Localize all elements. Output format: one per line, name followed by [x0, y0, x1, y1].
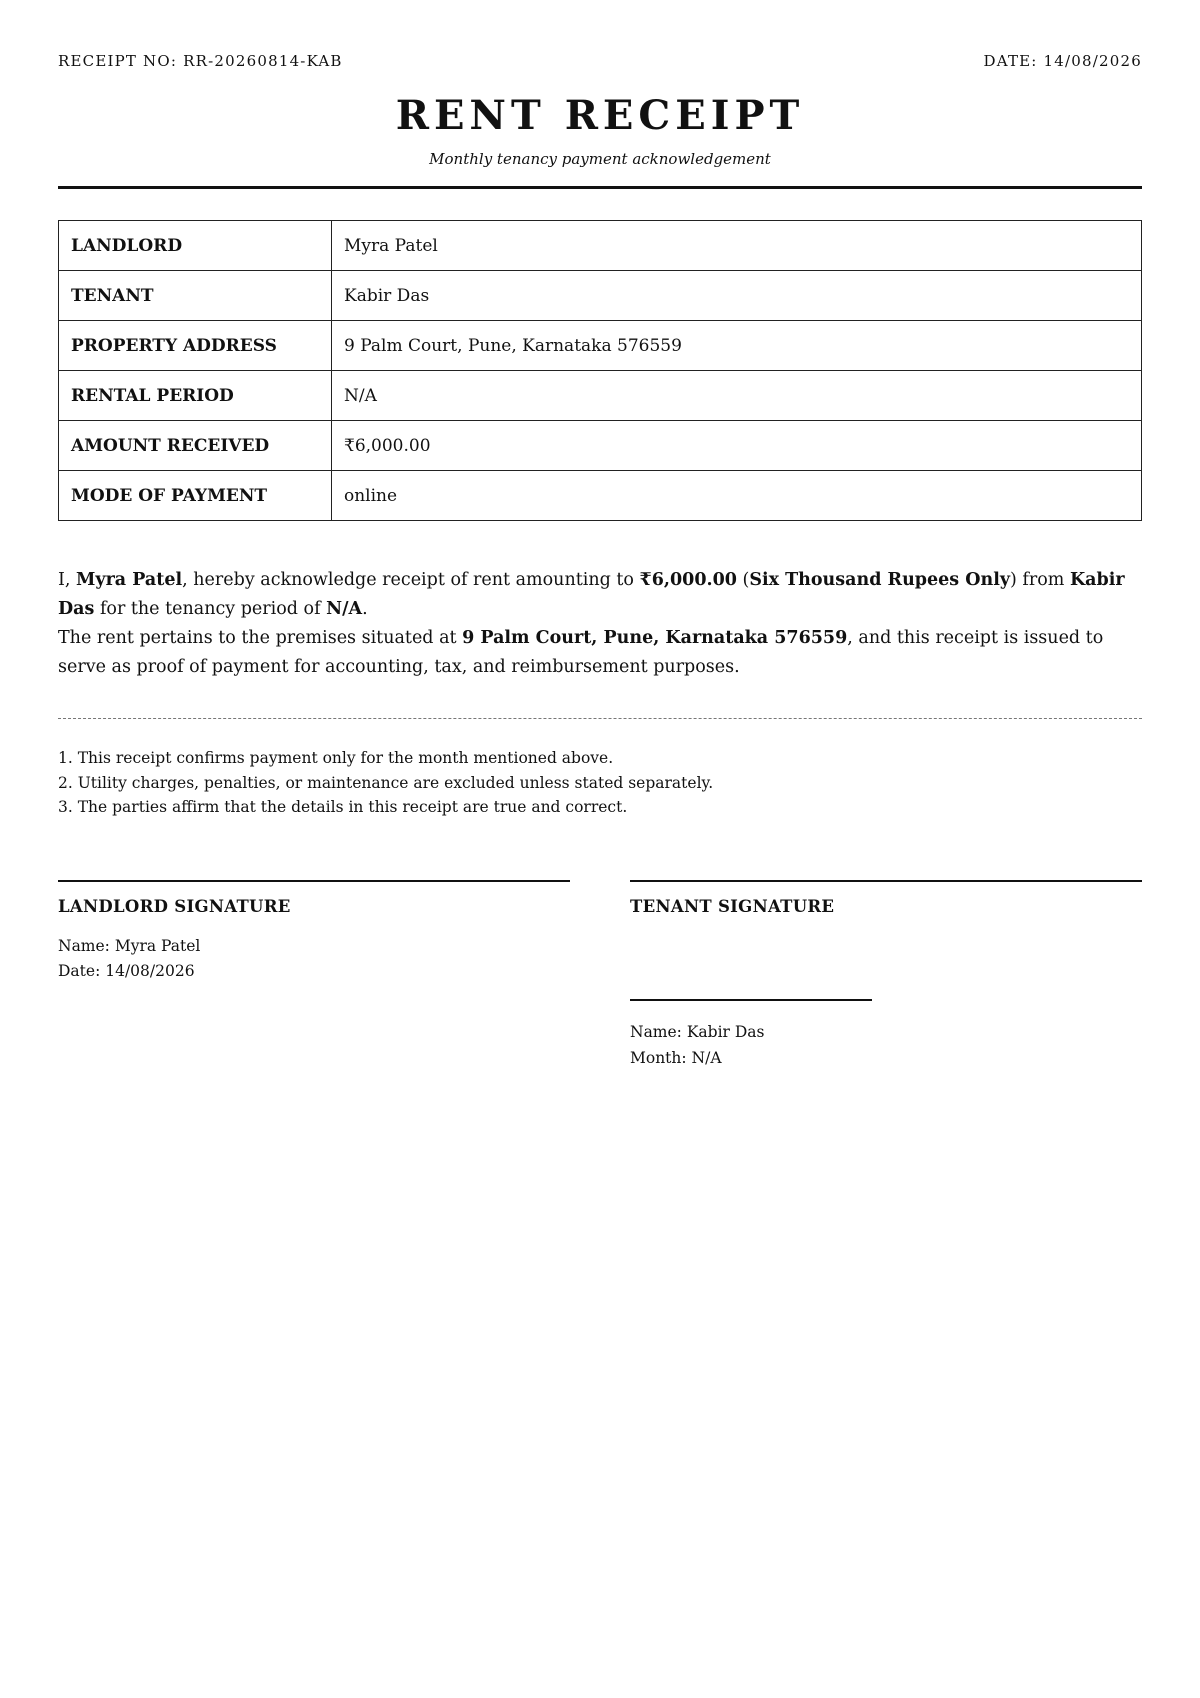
- page-title: RENT RECEIPT: [395, 92, 805, 139]
- table-row: [59, 271, 1142, 321]
- tenant-signature-short-line: [630, 999, 872, 1001]
- row-label: LANDLORD: [59, 221, 332, 271]
- tenant-signature-block: [630, 880, 1142, 1071]
- acknowledgement-text: [58, 566, 1142, 682]
- details-table: [58, 220, 1142, 521]
- term-item: 3. The parties affirm that the details in this receipt are true and correct.: [58, 798, 628, 816]
- table-row: [59, 371, 1142, 421]
- row-value: ₹6,000.00: [332, 421, 1142, 471]
- row-value: Myra Patel: [332, 221, 1142, 271]
- page-subtitle: Monthly tenancy payment acknowledgement: [429, 150, 771, 168]
- landlord-signature-line: [58, 880, 570, 882]
- row-label: AMOUNT RECEIVED: [59, 421, 332, 471]
- row-label: TENANT: [59, 271, 332, 321]
- acknowledgement-paragraph-2: The rent pertains to the premises situated at 9 Palm Court, Pune, Karnataka 576559, and this receipt is issued to serve as proof of payment for accounting, tax, and reimbursement purposes.: [58, 628, 1104, 677]
- table-row: [59, 221, 1142, 271]
- tenant-signature-meta: [630, 1019, 1142, 1071]
- terms-list: [58, 746, 1142, 820]
- landlord-signature-block: [58, 880, 570, 984]
- table-row: [59, 471, 1142, 521]
- row-value: online: [332, 471, 1142, 521]
- landlord-signature-meta: [58, 934, 570, 984]
- amount-words-inline: Six Thousand Rupees Only: [749, 570, 1011, 590]
- row-value: N/A: [332, 371, 1142, 421]
- row-value: 9 Palm Court, Pune, Karnataka 576559: [332, 321, 1142, 371]
- header-meta: [58, 52, 1142, 70]
- row-label: MODE OF PAYMENT: [59, 471, 332, 521]
- acknowledgement-paragraph-1: I, Myra Patel, hereby acknowledge receipt of rent amounting to ₹6,000.00 (Six Thousand Rupees Only) from Kabir Das for the tenancy period of N/A.: [58, 570, 1125, 619]
- row-value: Kabir Das: [332, 271, 1142, 321]
- period-inline: N/A: [326, 599, 363, 619]
- landlord-signature-date: Date: 14/08/2026: [58, 962, 195, 980]
- table-row: [59, 321, 1142, 371]
- landlord-name-inline: Myra Patel: [76, 570, 183, 590]
- amount-inline: ₹6,000.00: [639, 570, 737, 590]
- receipt-date: DATE: 14/08/2026: [983, 52, 1142, 70]
- dashed-divider: [58, 718, 1142, 719]
- tenant-signature-name: Name: Kabir Das: [630, 1023, 765, 1041]
- tenant-signature-title: TENANT SIGNATURE: [630, 897, 835, 916]
- tenant-signature-month: Month: N/A: [630, 1049, 722, 1067]
- receipt-number: RECEIPT NO: RR-20260814-KAB: [58, 52, 343, 70]
- term-item: 1. This receipt confirms payment only for the month mentioned above.: [58, 749, 614, 767]
- tenant-name-inline: Kabir Das: [58, 570, 1125, 619]
- landlord-signature-name: Name: Myra Patel: [58, 937, 201, 955]
- term-item: 2. Utility charges, penalties, or maintenance are excluded unless stated separately.: [58, 773, 714, 792]
- table-row: [59, 421, 1142, 471]
- tenant-signature-line: [630, 880, 1142, 882]
- row-label: RENTAL PERIOD: [59, 371, 332, 421]
- landlord-signature-title: LANDLORD SIGNATURE: [58, 897, 291, 916]
- row-label: PROPERTY ADDRESS: [59, 321, 332, 371]
- address-inline: 9 Palm Court, Pune, Karnataka 576559: [462, 628, 848, 648]
- header-divider: [58, 186, 1142, 189]
